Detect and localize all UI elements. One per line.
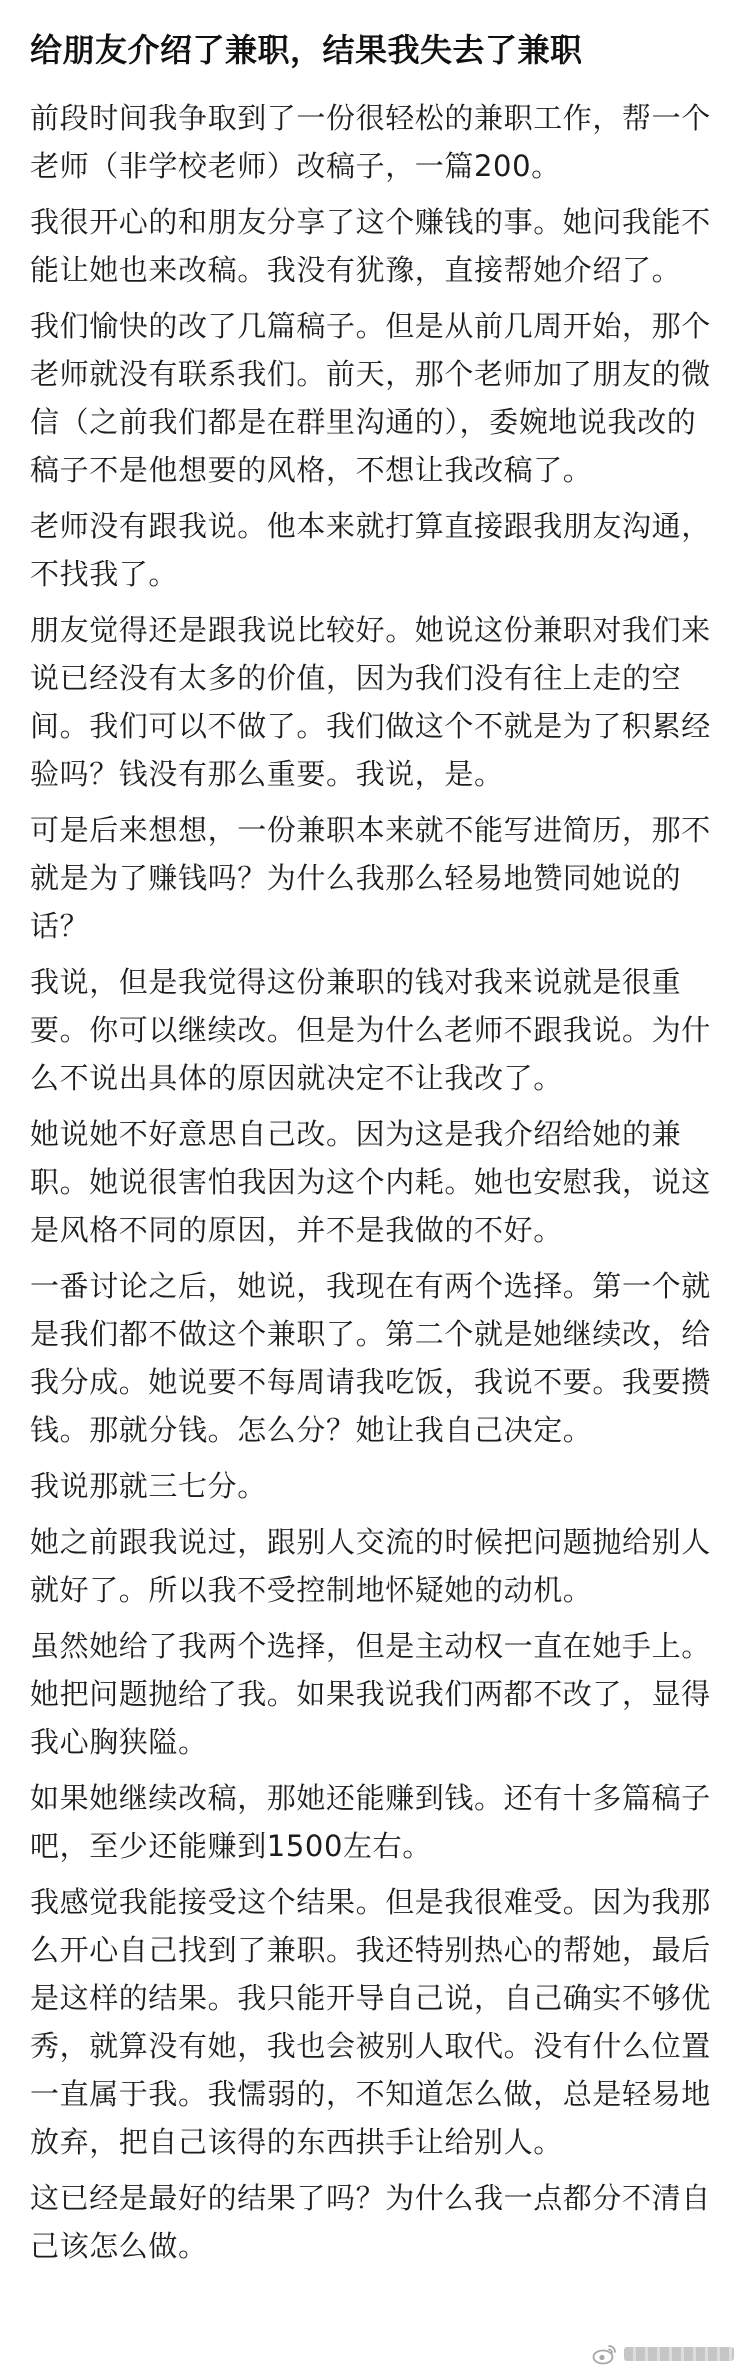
article-title: 给朋友介绍了兼职，结果我失去了兼职 xyxy=(30,31,583,69)
paragraph: 我说，但是我觉得这份兼职的钱对我来说就是很重要。你可以继续改。但是为什么老师不跟我说。为什么不说出具体的原因就决定不让我改了。 xyxy=(30,965,711,1095)
watermark xyxy=(592,2343,734,2365)
paragraph: 这已经是最好的结果了吗？为什么我一点都分不清自己该怎么做。 xyxy=(30,2181,711,2263)
paragraph: 我们愉快的改了几篇稿子。但是从前几周开始，那个老师就没有联系我们。前天，那个老师加了朋友的微信（之前我们都是在群里沟通的），委婉地说我改的稿子不是他想要的风格，不想让我改稿了。 xyxy=(30,309,711,487)
paragraph: 我感觉我能接受这个结果。但是我很难受。因为我那么开心自己找到了兼职。我还特别热心的帮她，最后是这样的结果。我只能开导自己说，自己确实不够优秀，就算没有她，我也会被别人取代。没有什么位置一直属于我。我懦弱的，不知道怎么做，总是轻易地放弃，把自己该得的东西拱手让给别人。 xyxy=(30,1885,711,2159)
paragraph: 如果她继续改稿，那她还能赚到钱。还有十多篇稿子吧，至少还能赚到1500左右。 xyxy=(30,1781,711,1863)
paragraph: 她说她不好意思自己改。因为这是我介绍给她的兼职。她说很害怕我因为这个内耗。她也安慰我，说这是风格不同的原因，并不是我做的不好。 xyxy=(30,1117,711,1247)
paragraph: 可是后来想想，一份兼职本来就不能写进简历，那不就是为了赚钱吗？为什么我那么轻易地赞同她说的话？ xyxy=(30,813,711,943)
paragraph: 我很开心的和朋友分享了这个赚钱的事。她问我能不能让她也来改稿。我没有犹豫，直接帮她介绍了。 xyxy=(30,205,711,287)
paragraph: 一番讨论之后，她说，我现在有两个选择。第一个就是我们都不做这个兼职了。第二个就是她继续改，给我分成。她说要不每周请我吃饭，我说不要。我要攒钱。那就分钱。怎么分？她让我自己决定。 xyxy=(30,1269,711,1447)
paragraph: 她之前跟我说过，跟别人交流的时候把问题抛给别人就好了。所以我不受控制地怀疑她的动机。 xyxy=(30,1525,711,1607)
paragraph: 朋友觉得还是跟我说比较好。她说这份兼职对我们来说已经没有太多的价值，因为我们没有往上走的空间。我们可以不做了。我们做这个不就是为了积累经验吗？钱没有那么重要。我说，是。 xyxy=(30,613,711,791)
weibo-logo-icon xyxy=(592,2343,618,2365)
paragraph: 我说那就三七分。 xyxy=(30,1469,267,1503)
paragraph: 虽然她给了我两个选择，但是主动权一直在她手上。她把问题抛给了我。如果我说我们两都不改了，显得我心胸狭隘。 xyxy=(30,1629,711,1759)
paragraph: 前段时间我争取到了一份很轻松的兼职工作，帮一个老师（非学校老师）改稿子，一篇200。 xyxy=(30,101,711,183)
paragraph: 老师没有跟我说。他本来就打算直接跟我朋友沟通，不找我了。 xyxy=(30,509,711,591)
watermark-handle-blurred xyxy=(624,2347,734,2361)
